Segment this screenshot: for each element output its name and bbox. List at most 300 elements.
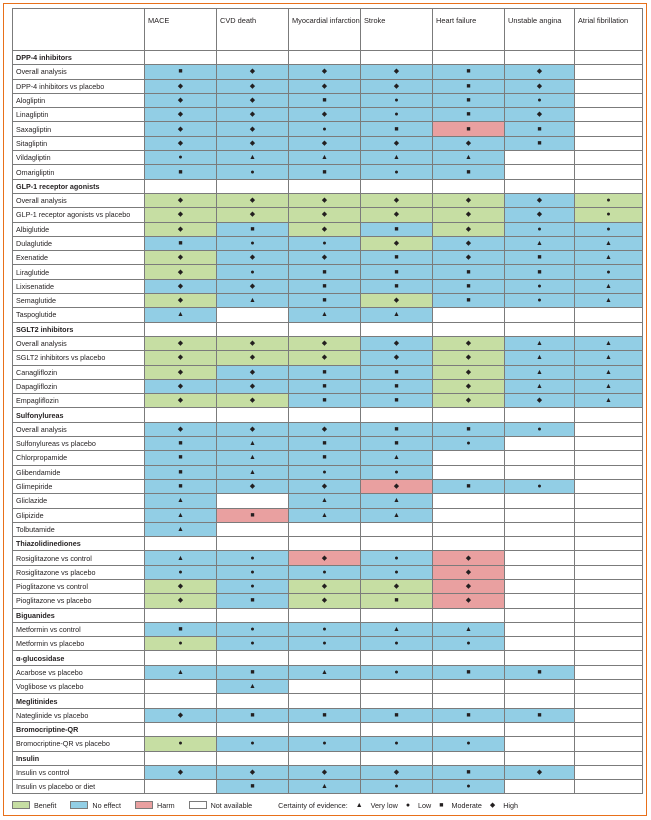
evidence-cell — [505, 279, 575, 293]
diamond-icon: ◆ — [177, 97, 184, 105]
evidence-cell — [217, 251, 289, 265]
square-icon: ■ — [250, 511, 255, 519]
evidence-cell — [217, 708, 289, 722]
evidence-cell — [217, 422, 289, 436]
diamond-icon: ◆ — [465, 240, 472, 247]
evidence-cell — [289, 565, 361, 579]
row-label: Overall analysis — [13, 193, 145, 207]
table-row — [13, 351, 643, 365]
diamond-icon: ◆ — [249, 768, 256, 776]
square-icon: ■ — [178, 240, 183, 247]
table-row — [13, 365, 643, 379]
table-row — [13, 780, 643, 794]
triangle-icon: ▲ — [605, 397, 612, 405]
triangle-icon: ▲ — [605, 368, 612, 376]
evidence-cell — [145, 108, 217, 122]
evidence-cell — [575, 422, 643, 436]
triangle-icon: ▲ — [321, 668, 328, 676]
circle-icon: ● — [537, 483, 542, 491]
evidence-cell — [289, 665, 361, 679]
square-icon: ■ — [394, 711, 399, 719]
evidence-cell — [505, 622, 575, 636]
circle-icon: ● — [322, 568, 327, 576]
evidence-cell — [289, 136, 361, 150]
evidence-cell — [145, 694, 217, 708]
evidence-cell — [505, 365, 575, 379]
diamond-icon: ◆ — [536, 68, 543, 76]
evidence-cell — [361, 294, 433, 308]
table-row — [13, 208, 643, 222]
header-cvd-death: CVD death — [217, 9, 289, 51]
evidence-cell — [217, 122, 289, 136]
evidence-cell — [145, 651, 217, 665]
diamond-icon: ◆ — [321, 583, 328, 591]
row-label: Tolbutamide — [13, 522, 145, 536]
circle-icon: ● — [394, 168, 399, 176]
evidence-cell — [217, 537, 289, 551]
evidence-cell — [289, 537, 361, 551]
diamond-icon: ◆ — [536, 211, 543, 219]
evidence-cell — [505, 136, 575, 150]
evidence-cell — [433, 336, 505, 350]
evidence-cell — [361, 651, 433, 665]
diamond-icon: ◆ — [177, 197, 184, 205]
evidence-cell — [361, 308, 433, 322]
header-stroke: Stroke — [361, 9, 433, 51]
evidence-cell — [217, 294, 289, 308]
evidence-cell — [505, 579, 575, 593]
evidence-cell — [361, 737, 433, 751]
evidence-cell — [575, 579, 643, 593]
evidence-cell — [289, 394, 361, 408]
circle-icon: ● — [537, 425, 542, 433]
evidence-cell — [505, 79, 575, 93]
evidence-cell — [433, 622, 505, 636]
diamond-icon: ◆ — [249, 340, 256, 348]
evidence-cell — [361, 79, 433, 93]
category-row — [13, 751, 643, 765]
evidence-cell — [145, 665, 217, 679]
evidence-cell — [433, 236, 505, 250]
evidence-cell — [433, 351, 505, 365]
evidence-cell — [289, 351, 361, 365]
row-label: Insulin vs control — [13, 765, 145, 779]
evidence-cell — [217, 665, 289, 679]
evidence-cell — [289, 179, 361, 193]
table-row — [13, 79, 643, 93]
evidence-table — [12, 8, 643, 794]
circle-icon: ● — [466, 440, 471, 448]
row-label: Metformin vs control — [13, 622, 145, 636]
table-row — [13, 680, 643, 694]
evidence-cell — [145, 737, 217, 751]
diamond-icon: ◆ — [177, 711, 184, 719]
square-icon: ■ — [439, 801, 444, 809]
diamond-icon: ◆ — [536, 768, 543, 776]
no-effect-swatch — [70, 801, 88, 809]
evidence-cell — [289, 694, 361, 708]
benefit-swatch — [12, 801, 30, 809]
diamond-icon: ◆ — [536, 82, 543, 90]
evidence-cell — [289, 579, 361, 593]
high-label: High — [503, 800, 519, 810]
category-row — [13, 322, 643, 336]
evidence-cell — [361, 236, 433, 250]
diamond-icon: ◆ — [393, 240, 400, 247]
evidence-cell — [217, 236, 289, 250]
square-icon: ■ — [466, 768, 471, 776]
evidence-cell — [289, 122, 361, 136]
table-row — [13, 494, 643, 508]
evidence-cell — [575, 565, 643, 579]
evidence-cell — [145, 522, 217, 536]
evidence-cell — [361, 708, 433, 722]
circle-icon: ● — [322, 468, 327, 476]
evidence-cell — [505, 165, 575, 179]
diamond-icon: ◆ — [321, 68, 328, 76]
circle-icon: ● — [394, 783, 399, 791]
row-label: Albiglutide — [13, 222, 145, 236]
row-label: Overall analysis — [13, 422, 145, 436]
evidence-cell — [289, 680, 361, 694]
evidence-cell — [505, 122, 575, 136]
evidence-cell — [289, 322, 361, 336]
certainty-legend — [278, 801, 526, 810]
circle-icon: ● — [250, 583, 255, 591]
diamond-icon: ◆ — [465, 225, 472, 233]
diamond-icon: ◆ — [465, 382, 472, 390]
evidence-cell — [575, 322, 643, 336]
table-row — [13, 451, 643, 465]
evidence-cell — [361, 279, 433, 293]
evidence-cell — [217, 651, 289, 665]
evidence-cell — [575, 279, 643, 293]
evidence-cell — [433, 379, 505, 393]
row-label: Taspoglutide — [13, 308, 145, 322]
table-row — [13, 236, 643, 250]
evidence-cell — [145, 551, 217, 565]
evidence-cell — [575, 365, 643, 379]
square-icon: ■ — [178, 483, 183, 491]
evidence-cell — [505, 108, 575, 122]
evidence-cell — [505, 179, 575, 193]
category-row — [13, 722, 643, 736]
diamond-icon: ◆ — [177, 254, 184, 262]
evidence-cell — [217, 551, 289, 565]
table-row — [13, 308, 643, 322]
row-label: Empagliflozin — [13, 394, 145, 408]
evidence-cell — [575, 537, 643, 551]
evidence-cell — [361, 451, 433, 465]
evidence-cell — [217, 608, 289, 622]
triangle-icon: ▲ — [177, 311, 184, 319]
evidence-cell — [145, 508, 217, 522]
evidence-cell — [289, 465, 361, 479]
evidence-cell — [217, 108, 289, 122]
evidence-cell — [145, 294, 217, 308]
circle-icon: ● — [466, 783, 471, 791]
evidence-cell — [289, 451, 361, 465]
evidence-cell — [361, 136, 433, 150]
category-label: Insulin — [13, 751, 145, 765]
square-icon: ■ — [322, 168, 327, 176]
row-label: Glibendamide — [13, 465, 145, 479]
circle-icon: ● — [322, 125, 327, 133]
row-label: Dapagliflozin — [13, 379, 145, 393]
evidence-cell — [361, 465, 433, 479]
evidence-cell — [575, 108, 643, 122]
evidence-cell — [433, 408, 505, 422]
triangle-icon: ▲ — [605, 340, 612, 348]
circle-icon: ● — [394, 468, 399, 476]
evidence-cell — [361, 694, 433, 708]
diamond-icon: ◆ — [321, 425, 328, 433]
evidence-cell — [217, 680, 289, 694]
evidence-cell — [505, 265, 575, 279]
evidence-cell — [505, 465, 575, 479]
evidence-cell — [433, 93, 505, 107]
evidence-cell — [575, 136, 643, 150]
legend-no-effect-label: No effect — [92, 800, 122, 810]
row-label: Metformin vs placebo — [13, 637, 145, 651]
evidence-cell — [575, 765, 643, 779]
evidence-cell — [217, 737, 289, 751]
evidence-cell — [505, 236, 575, 250]
evidence-cell — [433, 151, 505, 165]
triangle-icon: ▲ — [605, 254, 612, 262]
evidence-cell — [145, 208, 217, 222]
square-icon: ■ — [250, 668, 255, 676]
diamond-icon: ◆ — [489, 802, 496, 809]
circle-icon: ● — [394, 111, 399, 119]
evidence-cell — [145, 479, 217, 493]
triangle-icon: ▲ — [605, 240, 612, 247]
evidence-cell — [361, 622, 433, 636]
evidence-cell — [217, 522, 289, 536]
square-icon: ■ — [466, 297, 471, 305]
evidence-cell — [145, 222, 217, 236]
square-icon: ■ — [466, 711, 471, 719]
triangle-icon: ▲ — [249, 440, 256, 448]
triangle-icon: ▲ — [321, 497, 328, 505]
evidence-cell — [575, 637, 643, 651]
circle-icon: ● — [466, 740, 471, 748]
evidence-cell — [361, 780, 433, 794]
evidence-cell — [145, 751, 217, 765]
diamond-icon: ◆ — [177, 282, 184, 290]
evidence-cell — [145, 151, 217, 165]
diamond-icon: ◆ — [321, 225, 328, 233]
circle-icon: ● — [250, 568, 255, 576]
evidence-cell — [575, 465, 643, 479]
evidence-cell — [361, 165, 433, 179]
legend-not-available — [189, 801, 253, 810]
evidence-cell — [145, 594, 217, 608]
evidence-cell — [289, 93, 361, 107]
evidence-cell — [145, 722, 217, 736]
table-row — [13, 222, 643, 236]
diamond-icon: ◆ — [465, 197, 472, 205]
evidence-cell — [217, 208, 289, 222]
evidence-cell — [505, 408, 575, 422]
evidence-cell — [289, 508, 361, 522]
square-icon: ■ — [537, 139, 542, 147]
evidence-cell — [361, 193, 433, 207]
evidence-cell — [361, 208, 433, 222]
row-label: Linagliptin — [13, 108, 145, 122]
category-label: Meglitinides — [13, 694, 145, 708]
square-icon: ■ — [466, 425, 471, 433]
diamond-icon: ◆ — [249, 483, 256, 491]
table-row — [13, 336, 643, 350]
evidence-cell — [433, 222, 505, 236]
row-label: Insulin vs placebo or diet — [13, 780, 145, 794]
evidence-cell — [505, 451, 575, 465]
diamond-icon: ◆ — [321, 111, 328, 119]
circle-icon: ● — [322, 640, 327, 648]
evidence-cell — [217, 93, 289, 107]
evidence-cell — [217, 265, 289, 279]
diamond-icon: ◆ — [393, 82, 400, 90]
evidence-cell — [361, 108, 433, 122]
table-row — [13, 508, 643, 522]
diamond-icon: ◆ — [177, 111, 184, 119]
evidence-cell — [505, 665, 575, 679]
table-row — [13, 622, 643, 636]
evidence-cell — [289, 222, 361, 236]
evidence-cell — [433, 122, 505, 136]
evidence-cell — [217, 351, 289, 365]
table-row — [13, 665, 643, 679]
table-row — [13, 637, 643, 651]
category-row — [13, 537, 643, 551]
evidence-cell — [361, 251, 433, 265]
square-icon: ■ — [394, 125, 399, 133]
category-label: Bromocriptine-QR — [13, 722, 145, 736]
evidence-cell — [505, 394, 575, 408]
diamond-icon: ◆ — [465, 583, 472, 591]
evidence-cell — [575, 308, 643, 322]
circle-icon: ● — [178, 740, 183, 748]
evidence-cell — [575, 193, 643, 207]
row-label: Bromocriptine-QR vs placebo — [13, 737, 145, 751]
square-icon: ■ — [322, 454, 327, 462]
category-row — [13, 608, 643, 622]
evidence-cell — [289, 608, 361, 622]
square-icon: ■ — [178, 440, 183, 448]
evidence-cell — [217, 565, 289, 579]
evidence-cell — [433, 451, 505, 465]
row-label: Omarigliptin — [13, 165, 145, 179]
evidence-cell — [217, 165, 289, 179]
evidence-cell — [505, 594, 575, 608]
table-row — [13, 565, 643, 579]
triangle-icon: ▲ — [249, 154, 256, 162]
evidence-cell — [361, 422, 433, 436]
evidence-cell — [145, 494, 217, 508]
evidence-cell — [361, 437, 433, 451]
certainty-label: Certainty of evidence: — [278, 800, 348, 810]
category-row — [13, 179, 643, 193]
square-icon: ■ — [322, 382, 327, 390]
diamond-icon: ◆ — [177, 382, 184, 390]
circle-icon: ● — [178, 154, 183, 162]
diamond-icon: ◆ — [177, 225, 184, 233]
evidence-cell — [433, 680, 505, 694]
evidence-cell — [575, 336, 643, 350]
evidence-cell — [289, 108, 361, 122]
evidence-cell — [145, 622, 217, 636]
table-row — [13, 765, 643, 779]
diamond-icon: ◆ — [393, 197, 400, 205]
triangle-icon: ▲ — [393, 154, 400, 162]
square-icon: ■ — [466, 268, 471, 276]
evidence-cell — [361, 122, 433, 136]
evidence-cell — [505, 422, 575, 436]
evidence-cell — [505, 522, 575, 536]
evidence-cell — [217, 336, 289, 350]
square-icon: ■ — [466, 282, 471, 290]
row-label: Pioglitazone vs placebo — [13, 594, 145, 608]
circle-icon: ● — [250, 554, 255, 562]
evidence-cell — [505, 694, 575, 708]
evidence-cell — [575, 665, 643, 679]
square-icon: ■ — [322, 297, 327, 305]
evidence-cell — [361, 751, 433, 765]
evidence-cell — [145, 193, 217, 207]
evidence-cell — [361, 765, 433, 779]
diamond-icon: ◆ — [393, 211, 400, 219]
evidence-cell — [289, 408, 361, 422]
evidence-cell — [361, 93, 433, 107]
evidence-cell — [433, 722, 505, 736]
evidence-cell — [145, 336, 217, 350]
evidence-cell — [505, 65, 575, 79]
triangle-icon: ▲ — [177, 525, 184, 533]
category-row — [13, 408, 643, 422]
triangle-icon: ▲ — [249, 297, 256, 305]
circle-icon: ● — [394, 554, 399, 562]
very-low-label: Very low — [370, 800, 398, 810]
row-label: DPP-4 inhibitors vs placebo — [13, 79, 145, 93]
triangle-icon: ▲ — [536, 340, 543, 348]
circle-icon: ● — [394, 740, 399, 748]
circle-icon: ● — [394, 97, 399, 105]
evidence-cell — [433, 651, 505, 665]
evidence-cell — [145, 437, 217, 451]
evidence-cell — [217, 622, 289, 636]
diamond-icon: ◆ — [321, 768, 328, 776]
evidence-cell — [217, 508, 289, 522]
legend-harm-label: Harm — [157, 800, 175, 810]
square-icon: ■ — [394, 225, 399, 233]
circle-icon: ● — [394, 640, 399, 648]
diamond-icon: ◆ — [249, 282, 256, 290]
triangle-icon: ▲ — [393, 311, 400, 319]
row-label: Nateglinide vs placebo — [13, 708, 145, 722]
evidence-cell — [289, 251, 361, 265]
evidence-cell — [145, 236, 217, 250]
diamond-icon: ◆ — [465, 597, 472, 605]
circle-icon: ● — [250, 168, 255, 176]
legend — [12, 799, 638, 811]
evidence-cell — [217, 222, 289, 236]
square-icon: ■ — [537, 711, 542, 719]
triangle-icon: ▲ — [393, 497, 400, 505]
diamond-icon: ◆ — [465, 211, 472, 219]
diamond-icon: ◆ — [393, 139, 400, 147]
triangle-icon: ▲ — [393, 454, 400, 462]
